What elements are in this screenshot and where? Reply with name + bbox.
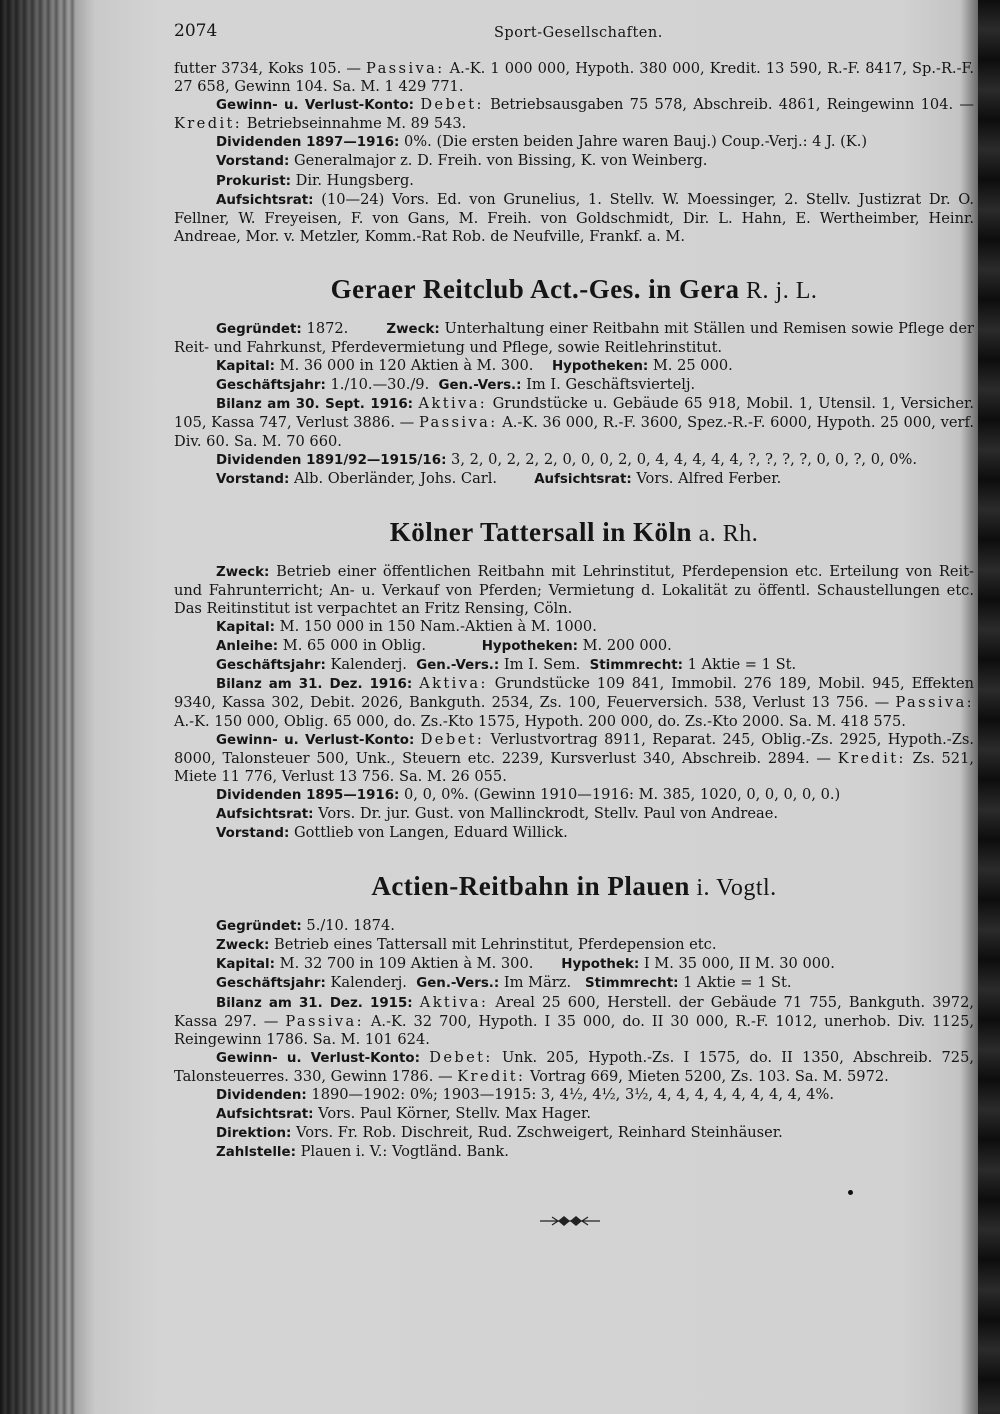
fiscal-line — [174, 656, 974, 675]
entry-title-gera — [174, 272, 974, 308]
founded-label: Gegründet: — [216, 321, 302, 337]
loan-line — [174, 637, 974, 656]
entry-title-koeln — [174, 515, 974, 551]
page-number: 2074 — [174, 21, 218, 41]
text: A.-K. 1 000 000, Hypoth. 380 000, Kredit. 13 590, R.-F. 8417, Sp.-R.-F. 27 658, Gewinn 104. Sa. M. 1 429 771. — [174, 60, 974, 96]
mortgage-label: Hypotheken: — [551, 359, 649, 375]
text: A.-K. 32 700, Hypoth. I 35 000, do. II 30 000, R.-F. 1012, unerhob. Div. 1125, Reingewinn 1786. Sa. M. 101 624. — [174, 1012, 974, 1048]
guv-label: Gewinn- u. Verlust-Konto: — [216, 732, 415, 748]
debet-label: Debet: — [420, 96, 484, 114]
aufsichtsrat-label: Aufsichtsrat: — [216, 1107, 314, 1123]
kredit-label: Kredit: — [457, 1067, 526, 1085]
text: Unterhaltung einer Reitbahn mit Ställen und Remisen sowie Pflege der Reit- und Fahrkunst, Pferdevermietung und Pflege, sowie Reitlehrinstitut. — [174, 319, 974, 357]
ornament-icon — [540, 1214, 600, 1228]
general-meeting-label: Gen.-Vers.: — [438, 378, 522, 394]
purpose-label: Zweck: — [216, 564, 270, 580]
text: 1 Aktie = 1 St. — [678, 974, 792, 992]
direction-label: Direktion: — [216, 1126, 292, 1142]
dividends-line — [174, 133, 974, 152]
purpose-line — [174, 563, 974, 618]
page-edge-shadow — [978, 0, 1000, 1414]
text: Generalmajor z. D. Freih. von Bissing, K. von Weinberg. — [289, 152, 708, 170]
text: Im März. — [499, 974, 572, 992]
aktiva-label: Aktiva: — [419, 993, 489, 1011]
text: M. 150 000 in 150 Nam.-Aktien à M. 1000. — [274, 618, 597, 636]
dividends-line — [174, 1086, 974, 1105]
fiscal-line — [174, 974, 974, 993]
text: M. 36 000 in 120 Aktien à M. 300. — [274, 357, 534, 375]
title-text: Actien-Reitbahn in Plauen — [371, 871, 690, 902]
text: Kalenderj. — [325, 656, 407, 674]
text: (10—24) Vors. Ed. von Grunelius, 1. Stellv. W. Moessinger, 2. Stellv. Justizrat Dr. O. Fellner, W. Freyeisen, F. von Gans, M. Freih. von Goldschmidt, Dir. L. Hahn, E. Wertheimber, Heinr. Andreae, Mor. v. Metzler, Komm.-Rat Rob. de Neufville, Frankf. a. M. — [174, 190, 974, 245]
guv-line — [174, 731, 974, 786]
balance-continuation — [174, 60, 974, 96]
book-spine-shadow — [0, 0, 75, 1414]
text: Grundstücke 109 841, Immobil. 276 189, Mobil. 945, Effekten 9340, Kassa 302, Debit. 2026, Bankguth. 2534, Zs. 100, Feuerversich. 538, Verlust 13 756. — — [174, 675, 975, 712]
balance-line — [174, 395, 974, 450]
running-title: Sport-Gesellschaften. — [494, 25, 663, 41]
capital-label: Kapital: — [216, 359, 275, 375]
general-meeting-label: Gen.-Vers.: — [416, 976, 500, 992]
text: Betriebsausgaben 75 578, Abschreib. 4861, Reingewinn 104. — — [483, 96, 974, 114]
text: Grundstücke u. Gebäude 65 918, Mobil. 1, Utensil. 1, Versicher. 105, Kassa 747, Verlust 3886. — — [174, 395, 974, 432]
mortgage-label: Hypothek: — [561, 957, 640, 973]
passiva-label: Passiva: — [285, 1012, 364, 1030]
loan-label: Anleihe: — [216, 639, 279, 655]
general-meeting-label: Gen.-Vers.: — [416, 658, 500, 674]
fiscal-year-label: Geschäftsjahr: — [216, 976, 326, 992]
guv-line — [174, 1049, 974, 1086]
text: Zs. 521, Miete 11 776, Verlust 13 756. Sa. M. 26 055. — [174, 749, 974, 785]
text: M. 200 000. — [577, 637, 672, 655]
kredit-label: Kredit: — [174, 115, 243, 133]
aufsichtsrat-label: Aufsichtsrat: — [216, 192, 314, 208]
title-text: Geraer Reitclub Act.-Ges. in Gera — [330, 273, 740, 304]
fiscal-line — [174, 376, 974, 395]
title-suffix: a. Rh. — [692, 520, 759, 547]
entry-koeln — [174, 563, 974, 843]
paying-agent-line — [174, 1143, 974, 1162]
text: M. 65 000 in Oblig. — [278, 637, 427, 655]
text: 1 Aktie = 1 St. — [683, 656, 797, 674]
page-content — [174, 22, 974, 1162]
balance-label: Bilanz am 31. Dez. 1915: — [216, 995, 413, 1011]
dividends-label: Dividenden: — [216, 1088, 307, 1104]
direction-line — [174, 1124, 974, 1143]
text: M. 32 700 in 109 Aktien à M. 300. — [274, 955, 534, 973]
text: Gottlieb von Langen, Eduard Willick. — [289, 824, 568, 842]
text: Im I. Geschäftsviertelj. — [521, 376, 696, 394]
passiva-label: Passiva: — [418, 414, 498, 432]
dividends-line — [174, 786, 974, 805]
guv-label: Gewinn- u. Verlust-Konto: — [216, 1050, 420, 1066]
text: 1./10.—30./9. — [325, 376, 430, 394]
capital-label: Kapital: — [216, 620, 275, 636]
entry-plauen — [174, 917, 974, 1162]
paying-agent-label: Zahlstelle: — [216, 1145, 296, 1161]
balance-label: Bilanz am 30. Sept. 1916: — [216, 397, 414, 413]
text: A.-K. 36 000, R.-F. 3600, Spez.-R.-F. 6000, Hypoth. 25 000, verf. Div. 60. Sa. M. 70 660. — [174, 414, 974, 450]
debet-label: Debet: — [429, 1048, 493, 1066]
text: Plauen i. V.: Vogtländ. Bank. — [295, 1143, 509, 1161]
entry-gera — [174, 320, 974, 489]
passiva-label: Passiva: — [895, 694, 974, 712]
text: Betrieb einer öffentlichen Reitbahn mit Lehrinstitut, Pferdepension etc. Erteilung von Reit- und Fahrunterricht; An- u. Verkauf von Pferden; Vermietung d. Lokalität zu öffentl. Schaustellungen etc. Das Reitinstitut ist verpachtet an Fritz Rensing, Cöln. — [174, 562, 974, 617]
aufsichtsrat-label: Aufsichtsrat: — [534, 471, 632, 487]
guv-label: Gewinn- u. Verlust-Konto: — [216, 98, 415, 114]
text: Areal 25 600, Herstell. der Gebäude 71 755, Bankguth. 3972, Kassa 297. — — [174, 993, 975, 1030]
balance-line — [174, 675, 974, 730]
dividends-line — [174, 451, 974, 470]
purpose-label: Zweck: — [386, 321, 440, 337]
ink-dot — [848, 1190, 853, 1195]
text: I M. 35 000, II M. 30 000. — [639, 955, 835, 973]
board-line — [174, 470, 974, 489]
text: Alb. Oberländer, Johs. Carl. — [289, 469, 498, 487]
text: Betriebseinnahme M. 89 543. — [242, 115, 467, 133]
kredit-label: Kredit: — [837, 749, 906, 767]
text: futter 3734, Koks 105. — — [174, 60, 366, 77]
dividends-label: Dividenden 1891/92—1915/16: — [216, 452, 447, 468]
capital-label: Kapital: — [216, 957, 275, 973]
text: Verlustvortrag 8911, Reparat. 245, Oblig.-Zs. 2925, Hypoth.-Zs. 8000, Talonsteuer 500, Unk., Steuern etc. 2239, Kursverlust 340, Abschreib. 2894. — — [174, 730, 974, 767]
text: Im I. Sem. — [499, 656, 581, 674]
title-suffix: R. j. L. — [739, 277, 818, 304]
aktiva-label: Aktiva: — [418, 395, 488, 413]
board-line — [174, 824, 974, 843]
balance-label: Bilanz am 31. Dez. 1916: — [216, 677, 413, 693]
text: 1872. — [301, 319, 349, 337]
board-line — [174, 152, 974, 171]
text: 0, 0, 0%. (Gewinn 1910—1916: M. 385, 1020, 0, 0, 0, 0, 0.) — [399, 785, 841, 803]
vorstand-label: Vorstand: — [216, 471, 290, 487]
text: 5./10. 1874. — [301, 917, 395, 935]
dividends-label: Dividenden 1897—1916: — [216, 135, 400, 151]
capital-line — [174, 955, 974, 974]
text: M. 25 000. — [648, 357, 733, 375]
supervisory-line — [174, 805, 974, 824]
prokurist-line — [174, 172, 974, 191]
text: Betrieb eines Tattersall mit Lehrinstitut, Pferdepension etc. — [269, 936, 717, 954]
continued-entry — [174, 60, 974, 246]
entry-title-plauen — [174, 869, 974, 905]
capital-line — [174, 357, 974, 376]
text: Vors. Dr. jur. Gust. von Mallinckrodt, Stellv. Paul von Andreae. — [313, 805, 779, 822]
text: 3, 2, 0, 2, 2, 2, 0, 0, 0, 2, 0, 4, 4, 4, 4, 4, ?, ?, ?, ?, 0, 0, ?, 0, 0%. — [446, 450, 918, 468]
founded-line — [174, 917, 974, 936]
aufsichtsrat-label: Aufsichtsrat: — [216, 807, 314, 822]
dividends-label: Dividenden 1895—1916: — [216, 787, 400, 803]
voting-label: Stimmrecht: — [589, 658, 684, 674]
fiscal-year-label: Geschäftsjahr: — [216, 378, 326, 394]
text: Kalenderj. — [325, 974, 407, 992]
voting-label: Stimmrecht: — [585, 976, 679, 992]
prokurist-label: Prokurist: — [216, 173, 291, 189]
passiva-label: Passiva: — [366, 60, 445, 77]
supervisory-line — [174, 191, 974, 246]
debet-label: Debet: — [420, 730, 485, 748]
vorstand-label: Vorstand: — [216, 826, 290, 842]
text: 0%. (Die ersten beiden Jahre waren Bauj.) Coup.-Verj.: 4 J. (K.) — [399, 133, 868, 151]
founded-label: Gegründet: — [216, 919, 302, 935]
capital-line — [174, 618, 974, 637]
text: Vors. Paul Körner, Stellv. Max Hager. — [313, 1105, 591, 1123]
balance-line — [174, 994, 974, 1049]
title-text: Kölner Tattersall in Köln — [389, 516, 693, 547]
text: Vors. Alfred Ferber. — [631, 469, 782, 487]
guv-line — [174, 96, 974, 133]
mortgage-label: Hypotheken: — [481, 639, 578, 655]
purpose-line — [174, 936, 974, 955]
text: Dir. Hungsberg. — [290, 171, 414, 189]
text: 1890—1902: 0%; 1903—1915: 3, 4½, 4½, 3½, 4, 4, 4, 4, 4, 4, 4, 4, 4%. — [306, 1086, 834, 1104]
supervisory-line — [174, 1105, 974, 1124]
fiscal-year-label: Geschäftsjahr: — [216, 658, 326, 674]
vorstand-label: Vorstand: — [216, 154, 290, 170]
text: Vors. Fr. Rob. Dischreit, Rud. Zschweigert, Reinhard Steinhäuser. — [291, 1124, 783, 1142]
aktiva-label: Aktiva: — [419, 675, 488, 693]
running-header — [174, 22, 974, 60]
purpose-label: Zweck: — [216, 938, 270, 954]
founded-purpose-line — [174, 320, 974, 357]
text: A.-K. 150 000, Oblig. 65 000, do. Zs.-Kto 1575, Hypoth. 200 000, do. Zs.-Kto 2000. Sa. M. 418 575. — [174, 712, 906, 730]
text: Unk. 205, Hypoth.-Zs. I 1575, do. II 1350, Abschreib. 725, Talonsteuerres. 330, Gewinn 1786. — — [174, 1048, 974, 1085]
title-suffix: i. Vogtl. — [689, 875, 777, 902]
text: Vortrag 669, Mieten 5200, Zs. 103. Sa. M. 5972. — [525, 1067, 889, 1085]
